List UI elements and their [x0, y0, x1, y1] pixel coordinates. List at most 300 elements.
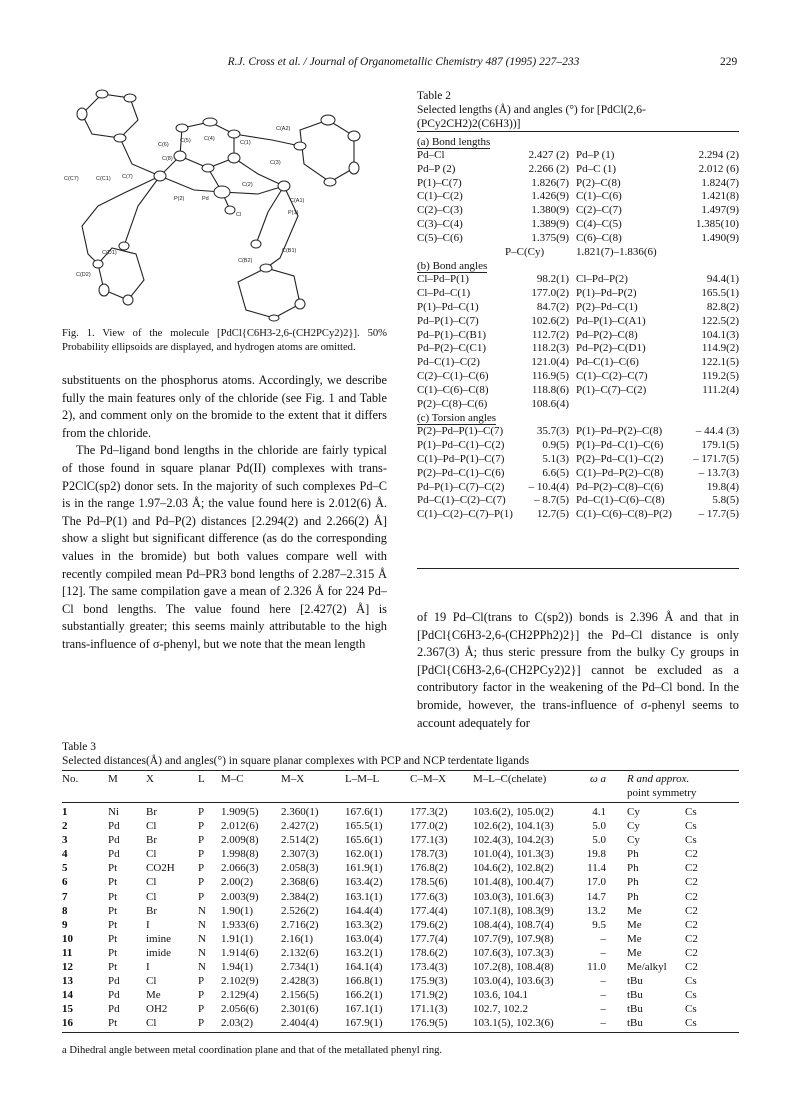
table-cell: 7 — [62, 890, 68, 903]
page-number: 229 — [720, 56, 738, 68]
table-cell: 16 — [62, 1017, 73, 1030]
table-cell: 176.9(5) — [410, 1017, 448, 1030]
table-cell: 171.1(3) — [410, 1003, 448, 1016]
table-cell: Pd–C(1)–C(2) — [417, 356, 480, 369]
table-cell: Pd–C(1)–C(6) — [576, 356, 639, 369]
table-cell: Ph — [627, 890, 639, 903]
table-2-section-heading: (a) Bond lengths — [417, 136, 491, 148]
table-cell: 2.03(2) — [221, 1017, 254, 1030]
table-cell: C(1)–Pd–P(1)–C(7) — [417, 452, 505, 465]
table-cell: 2.012(6) — [221, 820, 259, 833]
atom-label: C(C7) — [64, 176, 79, 182]
table-cell: Br — [146, 806, 157, 818]
table-cell: 161.9(1) — [345, 862, 383, 875]
table-cell: 166.8(1) — [345, 975, 383, 988]
table-cell: – 17.7(5) — [698, 508, 739, 521]
table-row — [62, 833, 739, 847]
table-cell: 94.4(1) — [706, 273, 739, 286]
table-cell: 114.9(2) — [701, 342, 739, 355]
table-cell: 104.1(3) — [701, 328, 739, 341]
table-cell: P(1)–Pd–P(2) — [576, 287, 637, 300]
table-cell: Me — [627, 904, 642, 917]
table-cell: C(2)–C(7) — [576, 204, 622, 217]
table-cell: N — [198, 918, 206, 931]
table-cell: Pd–P(2)–C(8)–C(6) — [576, 480, 664, 493]
table-cell: 1.385(10) — [695, 217, 739, 230]
table-cell: 1.90(1) — [221, 904, 254, 917]
page-header — [0, 56, 807, 72]
table-cell: Pd–P(1)–C(7) — [417, 314, 479, 327]
table-cell: 9 — [62, 918, 68, 931]
table-cell: Cy — [627, 834, 640, 847]
table-cell: 111.2(4) — [702, 383, 739, 396]
table-cell: P — [198, 876, 205, 889]
table-cell: Pt — [108, 946, 118, 959]
table-cell: 122.1(5) — [701, 356, 739, 369]
table-cell: 2.427 (2) — [528, 149, 569, 161]
table-cell: Pt — [108, 1017, 118, 1030]
table-cell: C2 — [685, 961, 698, 974]
table-cell: Pt — [108, 904, 118, 917]
table-cell: 2.16(1) — [281, 932, 314, 945]
table-cell: P — [198, 820, 205, 833]
table-header-row: point symmetry — [627, 787, 697, 799]
table-cell: 2.003(9) — [221, 890, 259, 903]
table-cell: C2 — [685, 876, 698, 889]
table-cell: – — [600, 1017, 606, 1030]
table-cell: Me — [627, 946, 642, 959]
table-cell: – — [600, 975, 606, 988]
table-cell: 177.0(2) — [410, 820, 448, 833]
table-cell: P — [198, 1003, 205, 1016]
table-cell: Cy — [627, 806, 640, 818]
table-cell: tBu — [627, 975, 643, 988]
table-row — [62, 890, 739, 904]
table-cell: Cs — [685, 1003, 697, 1016]
table-cell: 101.4(8), 100.4(7) — [473, 876, 554, 889]
table-cell: 107.6(3), 107.3(3) — [473, 946, 554, 959]
table-cell: C(5)–C(6) — [417, 231, 463, 244]
table-cell: 2.526(2) — [281, 904, 319, 917]
table-cell: P(1)–Pd–C(1) — [417, 300, 479, 313]
table-cell: Cl — [146, 820, 157, 833]
table-cell: P(1)–C(7) — [417, 176, 462, 189]
table-cell: Pt — [108, 932, 118, 945]
table-cell: 2 — [62, 820, 68, 833]
running-title: R.J. Cross et al. / Journal of Organometallic Chemistry 487 (1995) 227–233 — [227, 56, 580, 68]
table-cell: Pd — [108, 989, 120, 1002]
table-cell: Cs — [685, 806, 697, 818]
table-cell: 122.5(2) — [701, 314, 739, 327]
table-cell: 2.428(3) — [281, 975, 319, 988]
table-cell: 177.0(2) — [531, 287, 569, 300]
table-cell: 112.7(2) — [531, 328, 569, 341]
table-row — [417, 384, 739, 398]
table-cell: 5 — [62, 862, 68, 875]
atom-label: Pd — [202, 196, 209, 202]
table-row — [417, 204, 739, 218]
table-cell: 101.0(4), 101.3(3) — [473, 848, 554, 861]
table-row — [62, 918, 739, 932]
table-3-caption: Selected distances(Å) and angles(°) in square planar complexes with PCP and NCP terdentate ligands — [62, 755, 530, 767]
table-cell: 102.4(3), 104.2(3) — [473, 834, 554, 847]
table-cell: 163.2(1) — [345, 946, 383, 959]
table-cell: tBu — [627, 1003, 643, 1016]
table-cell: Me — [627, 918, 642, 931]
table-cell: 118.8(6) — [531, 383, 569, 396]
table-cell: 165.5(1) — [345, 820, 383, 833]
table-cell: Cs — [685, 989, 697, 1002]
table-cell: 12.7(5) — [536, 508, 569, 521]
table-cell: C2 — [685, 946, 698, 959]
table-cell: 102.6(2), 104.1(3) — [473, 820, 554, 833]
table-cell: 84.7(2) — [536, 300, 569, 313]
table-cell: 108.6(4) — [531, 397, 569, 410]
paragraph: The Pd–ligand bond lengths in the chloride are fairly typical of those found in square planar Pd(II) complexes with trans-P2ClC(sp2) donor sets. In the majority of such complexes Pd–C is in the range 1.97–2.03 Å; the value found here is 2.012(6) Å. The Pd–P(1) and Pd–P(2) distances [2.294(2) and 2.266(2) Å] show a slight but significant difference (as do the corresponding values in the bromide) but both values compare well with recently compiled mean Pd–PR3 bond lengths of 2.287–2.315 Å [12]. The same compilation gave a mean of 2.326 Å for 224 Pd–Cl bond lengths. The value found here [2.427(2) Å] is substantially greater; this seems mainly attributable to the high trans-influence of σ-phenyl, but we note that the mean length — [62, 443, 387, 651]
table-cell: C(1)–C(6)–C(8)–P(2) — [576, 508, 672, 521]
molecule-ellipsoid-drawing — [62, 86, 372, 322]
table-cell: P — [198, 848, 205, 861]
table-cell: 12 — [62, 961, 73, 974]
table-cell: 5.8(5) — [712, 494, 739, 507]
table-cell: P(2)–Pd–C(1) — [576, 300, 638, 313]
table-cell: 15 — [62, 1003, 73, 1016]
atom-label: P(1) — [288, 210, 299, 216]
table-2-caption: Selected lengths (Å) and angles (°) for [PdCl(2,6-(PCy2CH2)2(C6H3))] — [417, 104, 646, 130]
table-cell: Ph — [627, 876, 639, 889]
table-cell: 2.009(8) — [221, 834, 259, 847]
table-row — [417, 342, 739, 356]
table-cell: 0.9(5) — [542, 439, 569, 452]
table-cell: tBu — [627, 989, 643, 1002]
table-cell: Ni — [108, 806, 119, 818]
table-cell: Cl — [146, 876, 157, 889]
table-cell: 177.7(4) — [410, 932, 448, 945]
table-cell: 116.9(5) — [531, 369, 569, 382]
table-cell: 107.1(8), 108.3(9) — [473, 904, 554, 917]
table-cell: Cl–Pd–C(1) — [417, 287, 471, 300]
table-row — [417, 329, 739, 343]
table-cell: 102.7, 102.2 — [473, 1003, 528, 1016]
table-row — [417, 149, 739, 163]
table-cell: 118.2(3) — [531, 342, 569, 355]
table-cell: Pt — [108, 862, 118, 875]
table-row — [417, 190, 739, 204]
table-cell: Me — [146, 989, 161, 1002]
table-row — [62, 960, 739, 974]
body-text-left — [62, 372, 387, 654]
table-2-bottom-rule — [417, 568, 739, 569]
table-cell: Pd–P(2)–C(D1) — [576, 342, 646, 355]
table-row — [62, 904, 739, 918]
table-cell: 1.380(9) — [531, 204, 569, 217]
table-cell: 1 — [62, 806, 68, 818]
table-cell: 17.0 — [586, 876, 606, 889]
atom-label: C(2) — [242, 182, 253, 188]
table-cell: Cl–Pd–P(1) — [417, 273, 469, 286]
table-cell: 11 — [62, 946, 73, 959]
table-row — [417, 425, 739, 439]
table-cell: 179.1(5) — [701, 439, 739, 452]
table-cell: Cs — [685, 975, 697, 988]
table-cell: 5.0 — [592, 834, 606, 847]
table-cell: 2.360(1) — [281, 806, 319, 818]
table-cell: 107.2(8), 108.4(8) — [473, 961, 554, 974]
table-cell: 2.058(3) — [281, 862, 319, 875]
table-cell: P(1)–C(7)–C(2) — [576, 383, 647, 396]
table-cell: C(6)–C(8) — [576, 231, 622, 244]
table-cell: 2.427(2) — [281, 820, 319, 833]
table-row — [417, 439, 739, 453]
table-row — [62, 932, 739, 946]
paragraph: substituents on the phosphorus atoms. Accordingly, we describe fully the main features only of the chloride (see Fig. 1 and Table 2), and comment only on the bromide to the extent that it differs from the chloride. — [62, 373, 387, 440]
table-cell: Cs — [685, 834, 697, 847]
table-cell: Cl — [146, 975, 157, 988]
table-row — [62, 946, 739, 960]
table-cell: 11.4 — [587, 862, 606, 875]
table-cell: N — [198, 961, 206, 974]
table-cell: P(2)–C(8) — [576, 176, 621, 189]
table-3-bottom-rule — [62, 1032, 739, 1033]
table-cell: 19.8(4) — [706, 480, 739, 493]
table-cell: P(2)–Pd–P(1)–C(7) — [417, 425, 504, 438]
table-cell: C(1)–C(2)–C(7)–P(1) — [417, 508, 513, 521]
table-cell: Cy — [627, 820, 640, 833]
table-cell: Pd–C (1) — [576, 162, 617, 175]
table-cell: – 44.4 (3) — [695, 425, 739, 438]
table-cell: 19.8 — [586, 848, 606, 861]
table-cell: C(1)–C(2) — [417, 190, 463, 203]
table-cell: 179.6(2) — [410, 918, 448, 931]
table-cell: imine — [146, 932, 172, 945]
table-cell: 5.0 — [592, 820, 606, 833]
table-cell: 166.2(1) — [345, 989, 383, 1002]
table-cell: 167.1(1) — [345, 1003, 383, 1016]
table-cell: P(1)–Pd–C(1)–C(6) — [576, 439, 664, 452]
table-cell: 2.301(6) — [281, 1003, 319, 1016]
table-row — [417, 453, 739, 467]
table-cell: Pd–P(1)–C(A1) — [576, 314, 646, 327]
table-cell: P — [198, 862, 205, 875]
table-row — [62, 847, 739, 861]
table-cell: P(2)–C(8)–C(6) — [417, 397, 488, 410]
table-cell: Pt — [108, 961, 118, 974]
figure-1-molecule — [62, 86, 372, 322]
table-2-section-heading: (b) Bond angles — [417, 260, 488, 273]
table-row — [417, 481, 739, 495]
table-row — [417, 370, 739, 384]
atom-label: C(7) — [122, 174, 133, 180]
table-cell: C2 — [685, 890, 698, 903]
table-cell: – — [600, 1003, 606, 1016]
table-cell: P — [198, 989, 205, 1002]
table-row — [62, 988, 739, 1002]
table-cell: 14 — [62, 989, 73, 1002]
table-3-title — [62, 740, 742, 768]
table-cell: 1.490(9) — [701, 231, 739, 244]
table-cell: 1.933(6) — [221, 918, 259, 931]
table-cell: 163.1(1) — [345, 890, 383, 903]
table-cell: – 10.4(4) — [528, 480, 569, 493]
table-cell: P — [198, 975, 205, 988]
table-cell: 103.0(4), 103.6(3) — [473, 975, 554, 988]
table-cell: 177.4(4) — [410, 904, 448, 917]
table-cell: 10 — [62, 932, 73, 945]
table-cell: Ph — [627, 862, 639, 875]
table-cell: P — [198, 890, 205, 903]
table-cell: 119.2(5) — [701, 369, 739, 382]
table-cell: 177.6(3) — [410, 890, 448, 903]
table-cell: 13 — [62, 975, 73, 988]
table-cell: Cl — [146, 1017, 157, 1030]
body-text-right: of 19 Pd–Cl(trans to C(sp2)) bonds is 2.396 Å and that in [PdCl{C6H3-2,6-(CH2PPh2)2}] the Pd–Cl distance is only 2.367(3) Å; thus steric pressure from the bulky Cy groups in [PdCl{C6H3-2,6-(CH2PCy2)2}] cannot be excluded as a contributory factor in the weakening of the Pd–Cl bond. In the bromide, however, the trans-influence of σ-phenyl seems to account adequately for — [417, 610, 739, 730]
atom-label: C(B1) — [282, 248, 297, 254]
table-cell: I — [146, 918, 150, 931]
table-row — [417, 163, 739, 177]
table-cell: Br — [146, 904, 157, 917]
table-cell: Pd–C(1)–C(2)–C(7) — [417, 494, 506, 507]
table-cell: C2 — [685, 904, 698, 917]
table-cell: Pd — [108, 834, 120, 847]
table-cell: 13.2 — [586, 904, 606, 917]
table-cell: 2.294 (2) — [698, 149, 739, 161]
atom-label: C(D1) — [102, 250, 117, 256]
table-3-footnote: a Dihedral angle between metal coordination plane and that of the metallated phenyl ring. — [62, 1045, 443, 1056]
table-cell: Me/alkyl — [627, 961, 667, 974]
table-cell: 173.4(3) — [410, 961, 448, 974]
table-row — [417, 356, 739, 370]
table-cell: C(1)–C(6)–C(8) — [417, 383, 489, 396]
atom-label: P(2) — [174, 196, 185, 202]
table-cell: 35.7(3) — [536, 425, 569, 438]
table-row — [417, 287, 739, 301]
table-cell: 1.497(9) — [701, 204, 739, 217]
table-cell: Pt — [108, 876, 118, 889]
table-cell: C(1)–C(6) — [576, 190, 622, 203]
table-cell: C2 — [685, 862, 698, 875]
table-cell: Pt — [108, 890, 118, 903]
table-cell: 1.421(8) — [701, 190, 739, 203]
table-cell: 121.0(4) — [531, 356, 569, 369]
table-cell: 1.375(9) — [531, 231, 569, 244]
table-cell: C(1)–Pd–P(2)–C(8) — [576, 466, 664, 479]
table-cell: C(1)–C(2)–C(7) — [576, 369, 648, 382]
table-row: P–C(Cy) 1.821(7)–1.836(6) — [505, 245, 657, 258]
table-row — [417, 218, 739, 232]
table-cell: P(1)–Pd–C(1)–C(2) — [417, 439, 505, 452]
table-cell: 178.6(2) — [410, 946, 448, 959]
table-3-top-rule — [62, 770, 739, 771]
table-cell: 4 — [62, 848, 68, 861]
table-cell: 163.4(2) — [345, 876, 383, 889]
table-cell: 167.9(1) — [345, 1017, 383, 1030]
atom-label: C(B2) — [238, 258, 253, 264]
table-cell: Cl — [146, 890, 157, 903]
table-cell: 163.3(2) — [345, 918, 383, 931]
table-cell: 2.156(5) — [281, 989, 319, 1002]
table-row — [62, 1016, 739, 1030]
table-cell: – — [600, 946, 606, 959]
atom-label: C(8) — [162, 156, 173, 162]
table-cell: N — [198, 946, 206, 959]
table-cell: 1.91(1) — [221, 932, 254, 945]
table-2-title — [417, 89, 739, 131]
table-cell: Cs — [685, 1017, 697, 1030]
table-2-section-heading: (c) Torsion angles — [417, 412, 497, 425]
atom-label: C(3) — [270, 160, 281, 166]
table-cell: 2.266 (2) — [528, 162, 569, 175]
table-cell: I — [146, 961, 150, 974]
table-cell: Br — [146, 834, 157, 847]
table-cell: C(2)–C(3) — [417, 204, 463, 217]
table-2-top-rule — [417, 131, 739, 132]
table-cell: 163.0(4) — [345, 932, 383, 945]
table-header-row: No. M X L M–C M–X L–M–L C–M–X M–L–C(chelate) ω a R and approx. — [62, 773, 690, 785]
table-cell: 1.998(8) — [221, 848, 259, 861]
table-row — [62, 875, 739, 889]
table-cell: 9.5 — [592, 918, 606, 931]
figure-1-caption: Fig. 1. View of the molecule [PdCl{C6H3-2,6-(CH2PCy2)2}]. 50% Probability ellipsoids are displayed, and hydrogen atoms are omitted. — [62, 328, 387, 353]
table-cell: P(2)–Pd–C(1)–C(2) — [576, 452, 664, 465]
table-cell: 2.056(6) — [221, 1003, 259, 1016]
atom-label: C(A1) — [290, 198, 305, 204]
table-cell: P — [198, 834, 205, 847]
table-cell: 2.129(4) — [221, 989, 259, 1002]
table-cell: 1.94(1) — [221, 961, 254, 974]
table-cell: 1.389(9) — [531, 217, 569, 230]
table-row — [417, 232, 739, 246]
atom-label: C(1) — [240, 140, 251, 146]
table-cell: Pt — [108, 918, 118, 931]
table-cell: imide — [146, 946, 172, 959]
table-cell: C2 — [685, 932, 698, 945]
table-cell: tBu — [627, 1017, 643, 1030]
table-cell: 5.1(3) — [542, 452, 569, 465]
table-row — [62, 1002, 739, 1016]
table-cell: 1.824(7) — [701, 176, 739, 189]
table-cell: Cl — [146, 848, 157, 861]
table-row — [417, 398, 739, 412]
table-cell: 2.384(2) — [281, 890, 319, 903]
table-cell: 107.7(9), 107.9(8) — [473, 932, 554, 945]
table-cell: Ph — [627, 848, 639, 861]
table-cell: 164.4(4) — [345, 904, 383, 917]
table-row — [417, 301, 739, 315]
table-row — [62, 819, 739, 833]
table-cell: Pd–P(1)–C(7)–C(2) — [417, 480, 505, 493]
table-cell: 2.368(6) — [281, 876, 319, 889]
table-cell: 103.6, 104.1 — [473, 989, 528, 1002]
table-cell: 171.9(2) — [410, 989, 448, 1002]
table-cell: – 171.7(5) — [693, 452, 739, 465]
table-cell: 103.1(5), 102.3(6) — [473, 1017, 554, 1030]
table-cell: 178.5(6) — [410, 876, 448, 889]
table-cell: 2.734(1) — [281, 961, 319, 974]
table-cell: 178.7(3) — [410, 848, 448, 861]
table-cell: 175.9(3) — [410, 975, 448, 988]
table-cell: – — [600, 932, 606, 945]
table-cell: P(1)–Pd–P(2)–C(8) — [576, 425, 663, 438]
table-cell: 1.826(7) — [531, 176, 569, 189]
table-cell: C2 — [685, 848, 698, 861]
table-cell: Pd — [108, 848, 120, 861]
table-cell: C2 — [685, 918, 698, 931]
table-cell: 2.716(2) — [281, 918, 319, 931]
table-cell: C(2)–C(1)–C(6) — [417, 369, 489, 382]
table-row — [62, 974, 739, 988]
table-row — [417, 467, 739, 481]
table-row — [62, 861, 739, 875]
